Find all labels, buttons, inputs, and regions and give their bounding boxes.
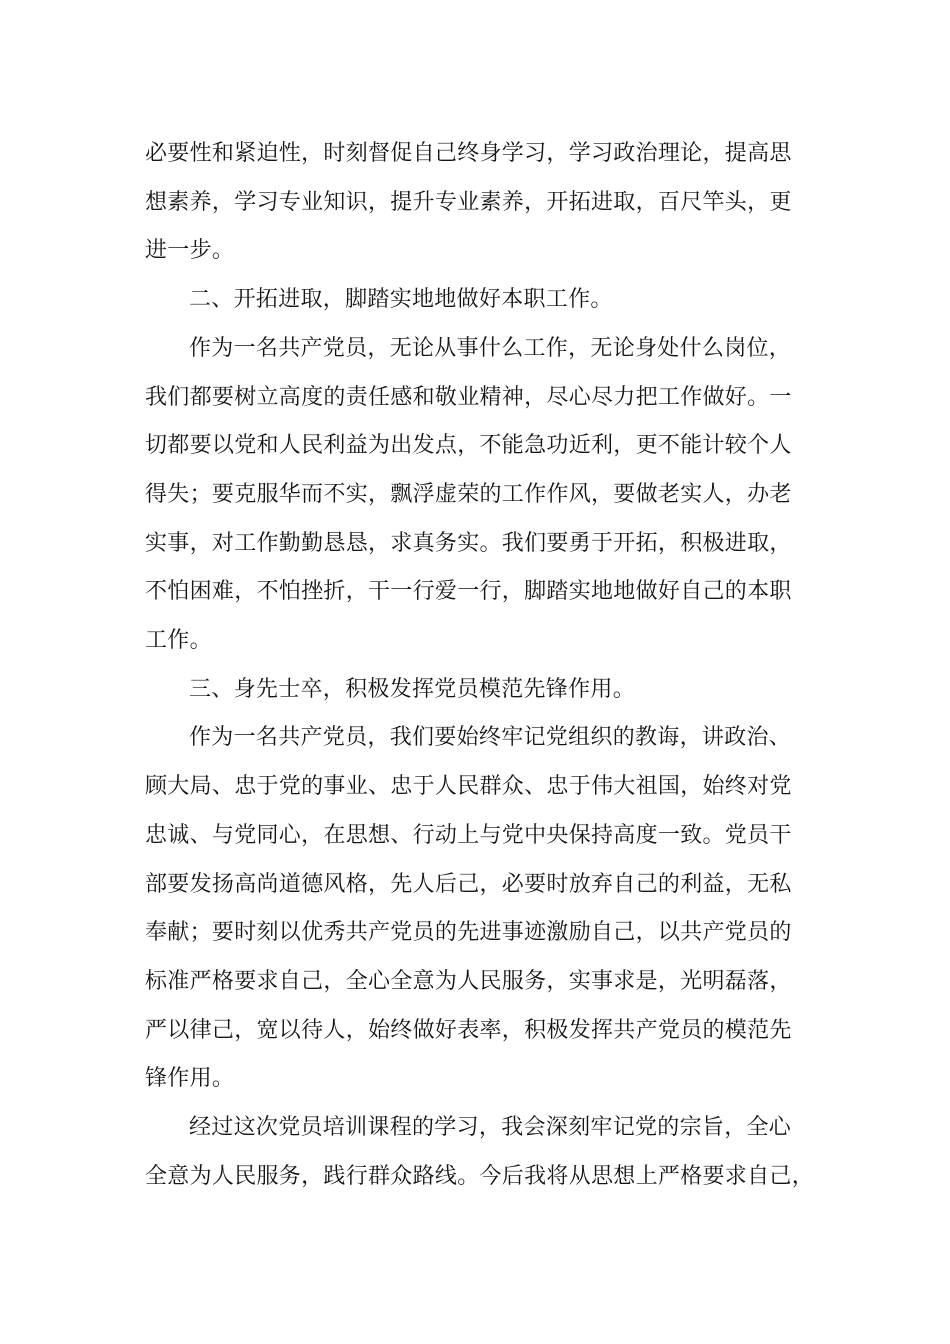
heading-line: 三、身先士卒，积极发挥党员模范先锋作用。 bbox=[189, 676, 636, 702]
text-line: 严以律己，宽以待人，始终做好表率，积极发挥共产党员的模范先 bbox=[145, 1017, 792, 1043]
text-line: 得失；要克服华而不实，飘浮虚荣的工作作风，要做老实人，办老 bbox=[145, 481, 792, 507]
paragraph-1 bbox=[145, 130, 821, 276]
document-body bbox=[145, 130, 821, 1201]
text-line: 实事，对工作勤勤恳恳，求真务实。我们要勇于开拓，积极进取， bbox=[145, 530, 792, 556]
text-line: 标准严格要求自己，全心全意为人民服务，实事求是，光明磊落， bbox=[145, 968, 792, 994]
text-line: 切都要以党和人民利益为出发点，不能急功近利，更不能计较个人 bbox=[145, 433, 792, 459]
section-heading-3 bbox=[145, 666, 821, 715]
text-line: 不怕困难，不怕挫折，干一行爱一行，脚踏实地地做好自己的本职 bbox=[145, 579, 792, 605]
paragraph-3 bbox=[145, 714, 821, 1104]
section-heading-2 bbox=[145, 276, 821, 325]
text-line: 进一步。 bbox=[145, 238, 235, 264]
paragraph-4 bbox=[145, 1104, 821, 1201]
text-line: 部要发扬高尚道德风格，先人后己，必要时放弃自己的利益，无私 bbox=[145, 871, 792, 897]
text-line: 奉献；要时刻以优秀共产党员的先进事迹激励自己，以共产党员的 bbox=[145, 920, 792, 946]
text-line: 顾大局、忠于党的事业、忠于人民群众、忠于伟大祖国，始终对党 bbox=[145, 774, 792, 800]
text-line: 作为一名共产党员，我们要始终牢记党组织的教诲，讲政治、 bbox=[189, 725, 792, 751]
text-line: 经过这次党员培训课程的学习，我会深刻牢记党的宗旨，全心 bbox=[189, 1115, 792, 1141]
paragraph-2 bbox=[145, 325, 821, 666]
text-line: 锋作用。 bbox=[145, 1066, 235, 1092]
text-line: 我们都要树立高度的责任感和敬业精神，尽心尽力把工作做好。一 bbox=[145, 384, 792, 410]
heading-line: 二、开拓进取，脚踏实地地做好本职工作。 bbox=[189, 287, 613, 313]
text-line: 必要性和紧迫性，时刻督促自己终身学习，学习政治理论，提高思 bbox=[145, 141, 792, 166]
text-line: 工作。 bbox=[145, 628, 212, 654]
text-line: 全意为人民服务，践行群众路线。今后我将从思想上严格要求自己， bbox=[145, 1163, 815, 1189]
text-line: 忠诚、与党同心，在思想、行动上与党中央保持高度一致。党员干 bbox=[145, 822, 792, 848]
text-line: 作为一名共产党员，无论从事什么工作，无论身处什么岗位， bbox=[189, 335, 792, 361]
text-line: 想素养，学习专业知识，提升专业素养，开拓进取，百尺竿头，更 bbox=[145, 189, 792, 215]
